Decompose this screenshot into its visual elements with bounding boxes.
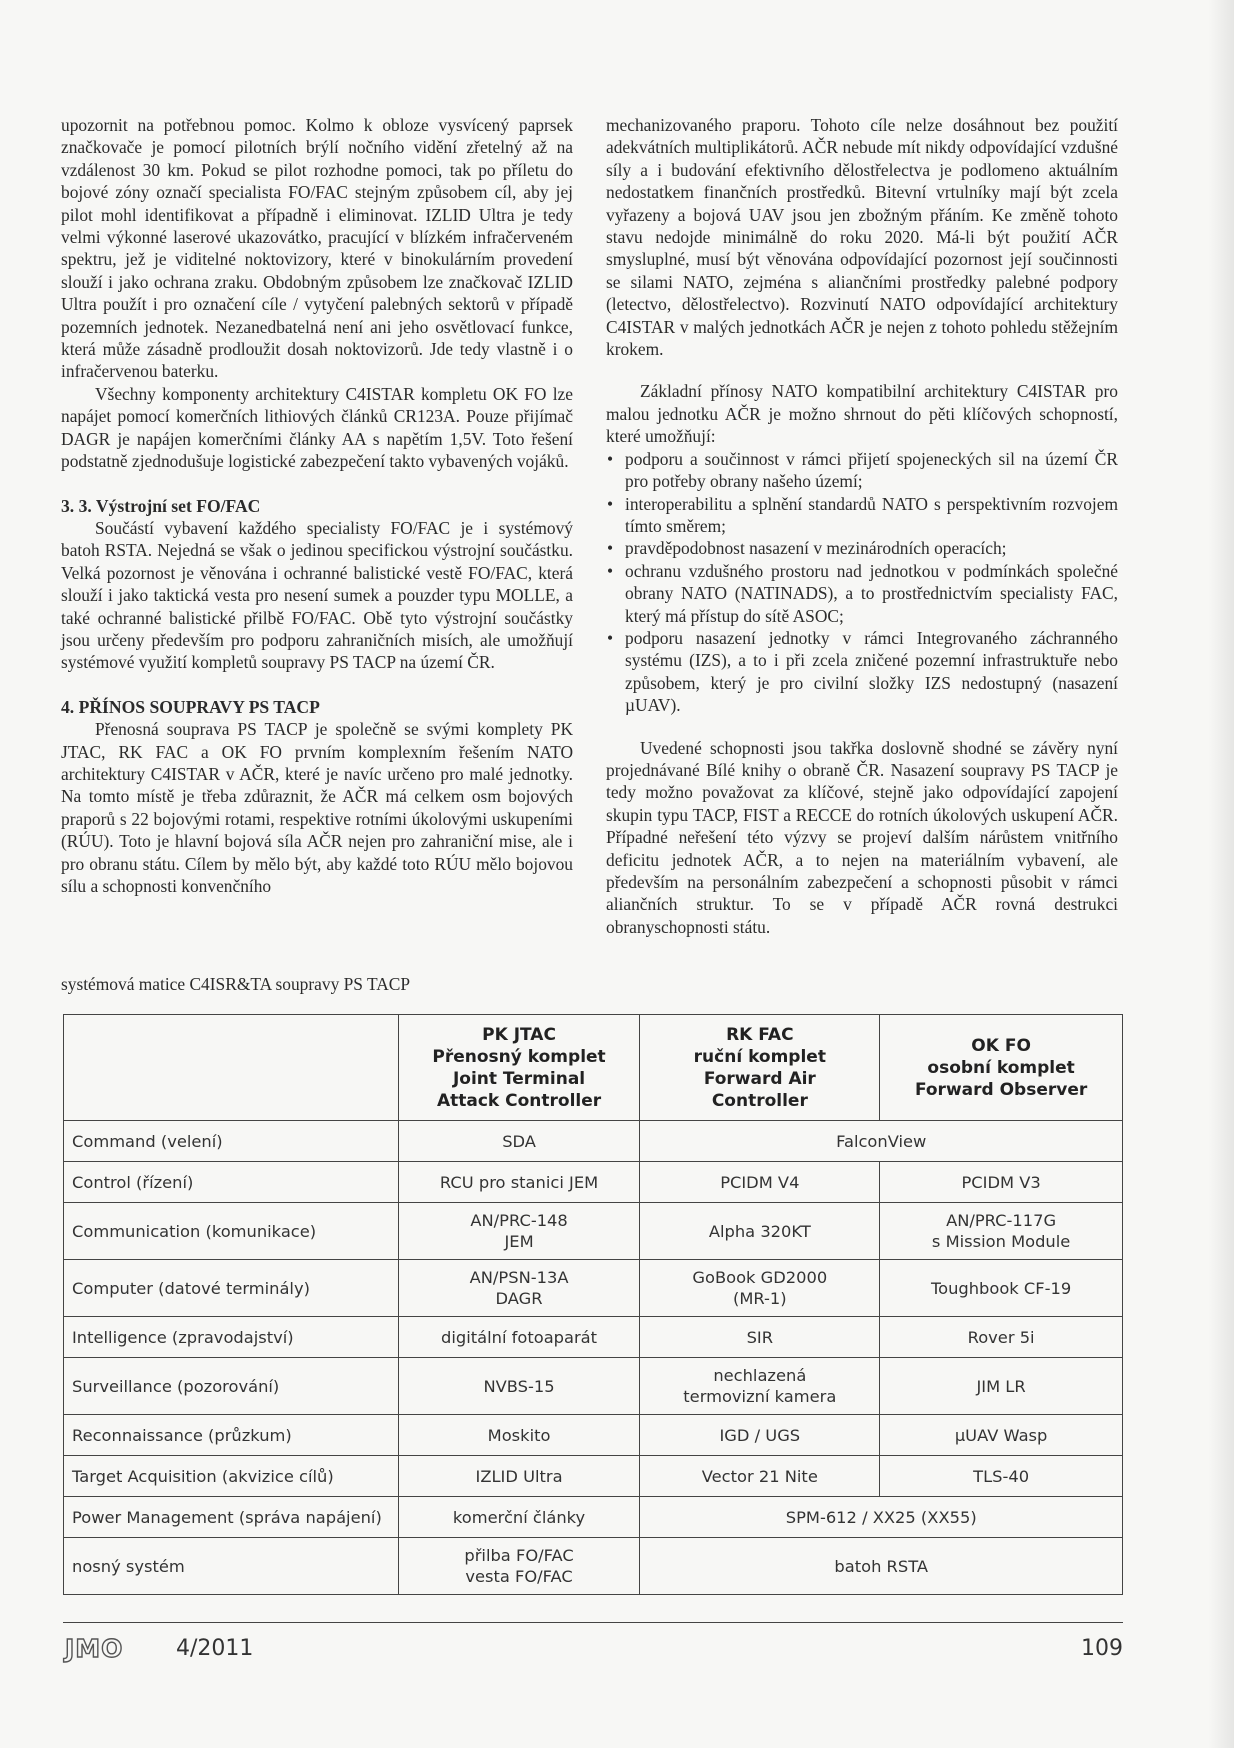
cell: PCIDM V4: [640, 1162, 880, 1203]
cell: AN/PRC-117G s Mission Module: [880, 1203, 1123, 1260]
cell: IZLID Ultra: [398, 1456, 640, 1497]
cell: NVBS-15: [398, 1358, 640, 1415]
cell: Moskito: [398, 1415, 640, 1456]
cell: AN/PSN-13A DAGR: [398, 1260, 640, 1317]
paragraph: mechanizovaného praporu. Tohoto cíle nelze dosáhnout bez použití adekvátních multiplikátorů. AČR nebude mít nikdy odpovídající vzdušné síly a i budování efektivního dělostřelectva je podlomeno aktuálním nedostatkem finančních prostředků. Bitevní vrtulníky mají být zcela vyřazeny a bojová UAV jsou jen zbožným přáním. Ke změně tohoto stavu nedojde minimálně do roku 2020. Má-li být použití AČR smysluplné, musí být věnována odpovídající pozornost její součinnosti se silami NATO, zejména s aliančními prostředky palebné podpory (letectvo, dělostřelectvo). Rozvinutí NATO odpovídající architektury C4ISTAR v malých jednotkách AČR je nejen z tohoto pohledu stěžejním krokem.: [606, 115, 1118, 360]
cell: Vector 21 Nite: [640, 1456, 880, 1497]
issue-number: 4/2011: [176, 1636, 254, 1661]
cell: nechlazená termovizní kamera: [640, 1358, 880, 1415]
system-matrix-table: [63, 1014, 1123, 1595]
row-label: Surveillance (pozorování): [64, 1358, 399, 1415]
row-label: Reconnaissance (průzkum): [64, 1415, 399, 1456]
section-heading-3-3: 3. 3. Výstrojní set FO/FAC: [61, 495, 261, 516]
table-row: [64, 1538, 1123, 1595]
table-row: [64, 1358, 1123, 1415]
cell: AN/PRC-148 JEM: [398, 1203, 640, 1260]
row-label: Communication (komunikace): [64, 1203, 399, 1260]
cell: komerční články: [398, 1497, 640, 1538]
header-rk-fac: RK FAC ruční komplet Forward Air Controller: [640, 1015, 880, 1121]
cell: přilba FO/FAC vesta FO/FAC: [398, 1538, 640, 1595]
table-row: [64, 1203, 1123, 1260]
row-label: Control (řízení): [64, 1162, 399, 1203]
cell: RCU pro stanici JEM: [398, 1162, 640, 1203]
paragraph: Přenosná souprava PS TACP je společně se svými komplety PK JTAC, RK FAC a OK FO prvním komplexním řešením NATO architektury C4ISTAR v AČR, které je navíc určeno pro malé jednotky. Na tomto místě je třeba zdůraznit, že AČR má celkem osm bojových praporů s 22 bojovými rotami, respektive rotními úkolovými uskupeními (RÚU). Toto je hlavní bojová síla AČR nejen pro zahraniční mise, ale i pro obranu státu. Cílem by mělo být, aby každé toto RÚU mělo bojovou sílu a schopnosti konvenčního: [61, 719, 573, 896]
journal-logo: JMO: [65, 1634, 124, 1663]
list-item: • ochranu vzdušného prostoru nad jednotkou v podmínkách společné obrany NATO (NATINADS), a to prostřednictvím specialisty FAC, který má přístup do sítě ASOC;: [606, 560, 1118, 627]
benefits-list: [606, 448, 1118, 717]
right-column: [606, 114, 1118, 938]
table-row: [64, 1415, 1123, 1456]
paragraph: Součástí vybavení každého specialisty FO/FAC je i systémový batoh RSTA. Nejedná se však o jedinou specifickou výstrojní součástku. Velká pozornost je věnována i ochranné balistické vestě FO/FAC, která slouží i jako taktická vesta pro nesení sumek a pouzder typu MOLLE, a také ochranné balistické přilbě FO/FAC. Obě tyto výstrojní součástky jsou určeny především pro podporu zahraničních misích, ale umožňují systémové využití kompletů soupravy PS TACP na území ČR.: [61, 517, 573, 673]
list-item: • podporu a součinnost v rámci přijetí spojeneckých sil na území ČR pro potřeby obrany našeho území;: [606, 448, 1118, 493]
row-label: Command (velení): [64, 1121, 399, 1162]
table-row: [64, 1162, 1123, 1203]
table-row: [64, 1317, 1123, 1358]
cell-merged: batoh RSTA: [640, 1538, 1123, 1595]
cell: GoBook GD2000 (MR-1): [640, 1260, 880, 1317]
paragraph: Uvedené schopnosti jsou takřka doslovně shodné se závěry nyní projednávané Bílé knihy o obraně ČR. Nasazení soupravy PS TACP je tedy možno považovat za klíčové, stejně jako odpovídající zapojení skupin typu TACP, FIST a RECCE do rotních úkolových uskupení AČR. Případné neřešení této výzvy se projeví dalším nárůstem vnitřního deficitu jednotek AČR, a to nejen na materiálním vybavení, ale především na personálním zabezpečení a schopnosti působit v rámci aliančních struktur. To se v případě AČR rovná destrukci obranyschopnosti státu.: [606, 737, 1118, 937]
left-column: [61, 114, 573, 897]
cell: Alpha 320KT: [640, 1203, 880, 1260]
cell-merged: SPM-612 / XX25 (XX55): [640, 1497, 1123, 1538]
cell: SIR: [640, 1317, 880, 1358]
cell: TLS-40: [880, 1456, 1123, 1497]
section-heading-4: 4. PŘÍNOS SOUPRAVY PS TACP: [61, 696, 320, 717]
cell: IGD / UGS: [640, 1415, 880, 1456]
list-item: • interoperabilitu a splnění standardů NATO s perspektivním rozvojem tímto směrem;: [606, 493, 1118, 538]
row-label: Power Management (správa napájení): [64, 1497, 399, 1538]
table-row: [64, 1456, 1123, 1497]
table-caption: systémová matice C4ISR&TA soupravy PS TACP: [61, 974, 411, 994]
list-item: • podporu nasazení jednotky v rámci Integrovaného záchranného systému (IZS), a to i při zcela zničené pozemní infrastruktuře nebo způsobem, který je pro civilní složky IZS nedostupný (nasazení µUAV).: [606, 627, 1118, 717]
paragraph: Všechny komponenty architektury C4ISTAR kompletu OK FO lze napájet pomocí komerčních lithiových článků CR123A. Pouze přijímač DAGR je napájen komerčními články AA s napětím 1,5V. Toto řešení podstatně zjednodušuje logistické zabezpečení takto vybavených vojáků.: [61, 383, 573, 472]
page-number: 109: [1081, 1636, 1123, 1661]
row-label: Intelligence (zpravodajství): [64, 1317, 399, 1358]
scan-edge-shadow: [1208, 0, 1234, 1748]
row-label: nosný systém: [64, 1538, 399, 1595]
cell: Rover 5i: [880, 1317, 1123, 1358]
header-pk-jtac: PK JTAC Přenosný komplet Joint Terminal Attack Controller: [398, 1015, 640, 1121]
header-corner-cell: [64, 1015, 399, 1121]
table-row: [64, 1121, 1123, 1162]
header-ok-fo: OK FO osobní komplet Forward Observer: [880, 1015, 1123, 1121]
footer-divider: [63, 1622, 1123, 1623]
list-item: • pravděpodobnost nasazení v mezinárodních operacích;: [606, 537, 1118, 559]
cell: Toughbook CF-19: [880, 1260, 1123, 1317]
cell: SDA: [398, 1121, 640, 1162]
paragraph: upozornit na potřebnou pomoc. Kolmo k obloze vysvícený paprsek značkovače je pomocí pilotních brýlí nočního vidění zřetelný až na vzdálenost 30 km. Pokud se pilot rozhodne pomoci, tak po příletu do bojové zóny označí specialista FO/FAC stejným způsobem cíl, aby jej pilot mohl identifikovat a případně i eliminovat. IZLID Ultra je tedy velmi výkonné laserové ukazovátko, pracující v blízkém infračerveném spektru, jež je viditelné noktovizory, které v binokulárním provedení slouží i jako ochrana zraku. Obdobným způsobem lze značkovač IZLID Ultra použít i pro označení cíle / vytyčení palebných sektorů v případě pozemních jednotek. Nezanedbatelná není ani jeho osvětlovací funkce, která může zásadně prodloužit dosah noktovizorů. Jde tedy vlastně i o infračervenou baterku.: [61, 115, 573, 382]
paragraph: Základní přínosy NATO kompatibilní architektury C4ISTAR pro malou jednotku AČR je možno shrnout do pěti klíčových schopností, které umožňují:: [606, 381, 1118, 447]
cell: PCIDM V3: [880, 1162, 1123, 1203]
row-label: Computer (datové terminály): [64, 1260, 399, 1317]
cell: JIM LR: [880, 1358, 1123, 1415]
table-row: [64, 1497, 1123, 1538]
row-label: Target Acquisition (akvizice cílů): [64, 1456, 399, 1497]
cell: µUAV Wasp: [880, 1415, 1123, 1456]
cell-merged: FalconView: [640, 1121, 1123, 1162]
table-header-row: [64, 1015, 1123, 1121]
cell: digitální fotoaparát: [398, 1317, 640, 1358]
table-row: [64, 1260, 1123, 1317]
